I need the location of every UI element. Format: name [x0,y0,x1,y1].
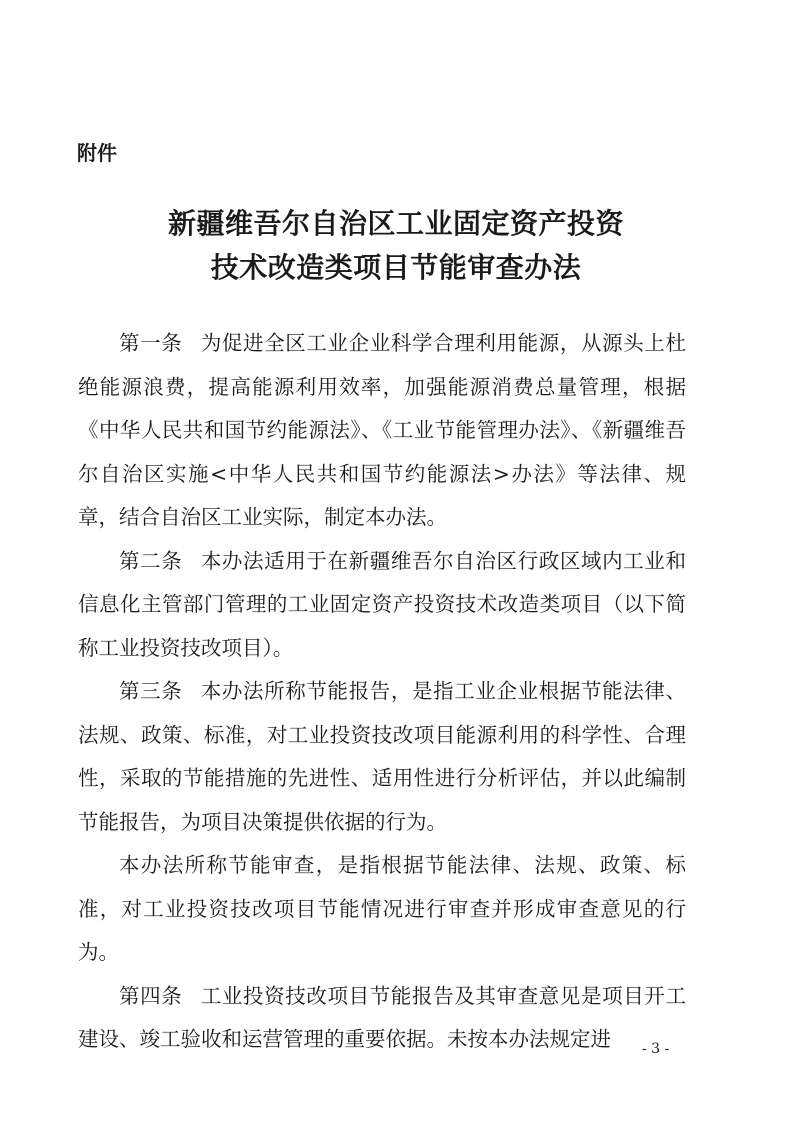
paragraph-text: 本办法所称节能审查，是指根据节能法律、法规、政策、标准，对工业投资技改项目节能情况进行审查并形成审查意见的行为。 [78,853,686,964]
attachment-label: 附件 [77,141,117,165]
paragraph-article-4 [78,975,686,1062]
document-title-line-1: 新疆维吾尔自治区工业固定资产投资 [167,207,624,240]
article-number: 第四条 [119,983,183,1008]
paragraph-text: 本办法所称节能报告，是指工业企业根据节能法律、法规、政策、标准，对工业投资技改项目能源利用的科学性、合理性，采取的节能措施的先进性、适用性进行分析评估，并以此编制节能报告，为项目决策提供依据的行为。 [78,679,687,834]
paragraph-text: 本办法适用于在新疆维吾尔自治区行政区域内工业和信息化主管部门管理的工业固定资产投资技术改造类项目（以下简称工业投资技改项目）。 [78,548,687,660]
document-title-line-2: 技术改造类项目节能审查办法 [210,251,582,284]
paragraph-text: 工业投资技改项目节能报告及其审查意见是项目开工建设、竣工验收和运营管理的重要依据。未按本办法规定进 [78,983,687,1051]
paragraph-text: 为促进全区工业企业科学合理利用能源，从源头上杜绝能源浪费，提高能源利用效率，加强能源消费总量管理，根据《中华人民共和国节约能源法》、《工业节能管理办法》、《新疆维吾尔自治区实施<中华人民共和国节约能源法>办法》等法律、规章，结合自治区工业实际，制定本办法。 [78,331,687,529]
paragraph-article-2 [78,540,686,671]
document-body [78,322,686,1062]
paragraph-article-3 [78,670,686,844]
article-number: 第二条 [119,548,183,573]
paragraph-article-3-continued [78,844,686,975]
article-number: 第三条 [119,679,183,703]
paragraph-article-1 [78,322,686,540]
article-number: 第一条 [119,331,183,355]
page-number: - 3 - [642,1041,670,1057]
